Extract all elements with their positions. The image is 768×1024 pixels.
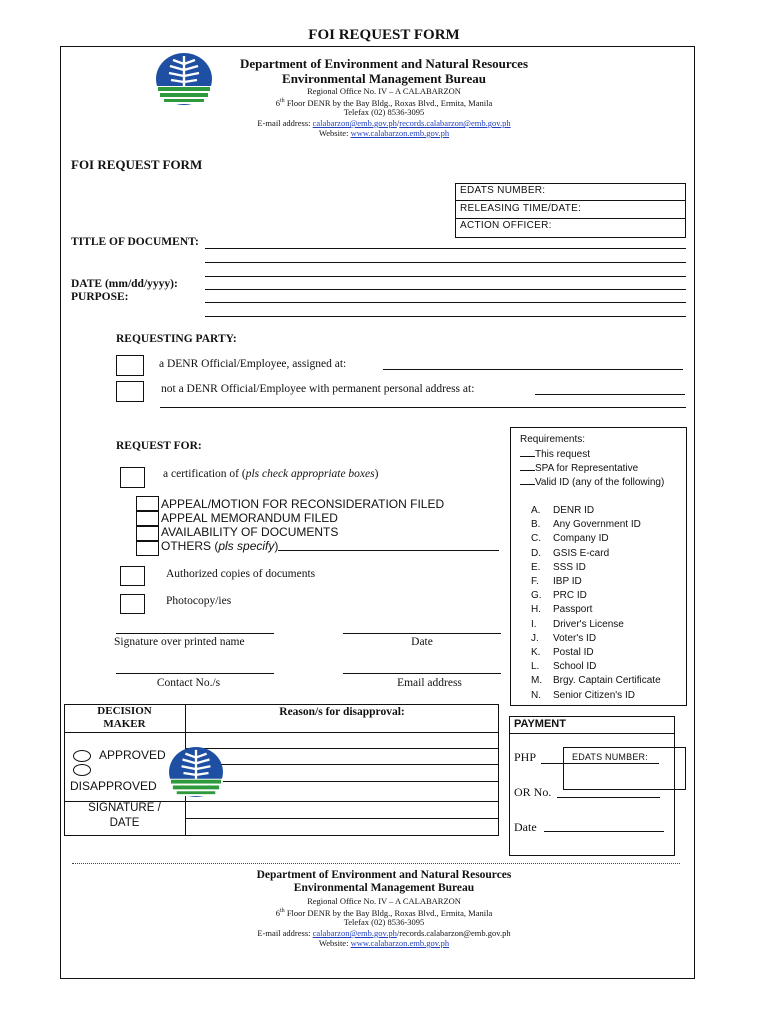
request-for-label: REQUEST FOR: [116, 440, 202, 452]
requirement-this-request: This request [520, 449, 590, 460]
purpose-field-2[interactable] [205, 316, 686, 317]
valid-id-letter: B. [531, 519, 541, 531]
valid-id-text: Company ID [553, 533, 609, 545]
certification-option: a certification of (pls check appropriate boxes) [163, 468, 379, 480]
header-bureau: Environmental Management Bureau [282, 71, 486, 86]
email-link-2[interactable]: records.calabarzon@emb.gov.ph [399, 118, 511, 128]
requesting-party-label: REQUESTING PARTY: [116, 333, 237, 345]
signature-field[interactable] [116, 633, 274, 634]
others-option: OTHERS (pls specify) [161, 539, 279, 553]
office-box-divider [455, 218, 686, 219]
reason-line-3[interactable] [185, 781, 499, 782]
availability-checkbox[interactable] [136, 526, 159, 541]
valid-id-text: Senior Citizen's ID [553, 689, 635, 701]
payment-date-label: Date [514, 820, 537, 834]
denr-logo-stamp [168, 746, 224, 798]
title-of-document-label: TITLE OF DOCUMENT: [71, 236, 199, 248]
valid-id-letter: H. [531, 604, 541, 616]
office-box-divider [455, 200, 686, 201]
appeal-motion-checkbox[interactable] [136, 496, 159, 511]
authorized-copies-option: Authorized copies of documents [166, 568, 316, 580]
payment-header-divider [509, 733, 675, 734]
appeal-memorandum-checkbox[interactable] [136, 511, 159, 526]
or-no-field[interactable] [557, 797, 660, 798]
payment-date-field[interactable] [544, 831, 664, 832]
appeal-memorandum-option: APPEAL MEMORANDUM FILED [161, 511, 338, 525]
reason-line-5[interactable] [185, 818, 499, 819]
reason-line-4[interactable] [185, 801, 499, 802]
title-of-document-field[interactable] [205, 248, 686, 249]
valid-id-text: GSIS E-card [553, 547, 610, 559]
payment-title: PAYMENT [514, 718, 566, 730]
address-field-2[interactable] [160, 407, 686, 408]
footer-email: E-mail address: calabarzon@emb.gov.ph/records.calabarzon@emb.gov.ph [257, 928, 511, 938]
photocopy-option: Photocopy/ies [166, 595, 232, 607]
denr-employee-option: a DENR Official/Employee, assigned at: [159, 358, 347, 370]
reason-label: Reason/s for disapproval: [279, 706, 405, 718]
date-signed-field[interactable] [343, 633, 501, 634]
reason-line-1[interactable] [185, 748, 499, 749]
header-email: E-mail address: calabarzon@emb.gov.ph/records.calabarzon@emb.gov.ph [257, 118, 511, 128]
valid-id-letter: L. [531, 661, 540, 673]
title-of-document-field-3[interactable] [205, 276, 686, 277]
header-dept: Department of Environment and Natural Resources [239, 56, 529, 71]
authorized-copies-checkbox[interactable] [120, 566, 145, 586]
email-address-label: Email address [397, 677, 462, 689]
releasing-label: RELEASING TIME/DATE: [460, 203, 582, 214]
valid-id-text: Voter's ID [553, 632, 597, 644]
valid-id-text: School ID [553, 661, 597, 673]
date-label: DATE (mm/dd/yyyy): [71, 278, 178, 290]
footer-website-link[interactable]: www.calabarzon.emb.gov.ph [350, 938, 450, 948]
approved-radio[interactable] [73, 750, 91, 762]
contact-label: Contact No./s [156, 677, 221, 689]
header-office: Regional Office No. IV – A CALABARZON [307, 86, 461, 96]
footer-bureau: Environmental Management Bureau [293, 882, 475, 894]
title-of-document-field-2[interactable] [205, 262, 686, 263]
footer-address: 6th Floor DENR by the Bay Bldg., Roxas Blvd., Ermita, Manila [275, 907, 493, 918]
valid-id-text: DENR ID [553, 505, 595, 516]
purpose-label: PURPOSE: [71, 291, 129, 303]
payment-edats-label: EDATS NUMBER: [572, 752, 648, 762]
valid-id-letter: I. [531, 618, 537, 630]
edats-number-label: EDATS NUMBER: [460, 185, 546, 196]
valid-id-text: IBP ID [553, 576, 582, 587]
header-website: Website: www.calabarzon.emb.gov.ph [318, 128, 450, 138]
valid-id-letter: A. [531, 505, 541, 516]
others-checkbox[interactable] [136, 541, 159, 556]
footer-website: Website: www.calabarzon.emb.gov.ph [318, 938, 450, 948]
non-denr-option: not a DENR Official/Employee with permanent personal address at: [161, 383, 475, 395]
non-denr-checkbox[interactable] [116, 381, 144, 402]
page-title: FOI REQUEST FORM [308, 27, 460, 43]
footer-telefax: Telefax (02) 8536-3095 [343, 917, 425, 927]
valid-id-text: Driver's License [553, 618, 624, 630]
header-telefax: Telefax (02) 8536-3095 [343, 107, 425, 117]
photocopy-checkbox[interactable] [120, 594, 145, 614]
footer-dept: Department of Environment and Natural Resources [256, 869, 512, 881]
requirements-title: Requirements: [520, 434, 586, 445]
valid-id-text: Any Government ID [553, 519, 641, 531]
signature-date-label: Date [411, 636, 433, 648]
purpose-field[interactable] [205, 302, 686, 303]
requirement-spa: SPA for Representative [520, 463, 638, 474]
valid-id-text: Postal ID [553, 647, 594, 658]
action-officer-label: ACTION OFFICER: [460, 220, 552, 231]
valid-id-text: PRC ID [553, 590, 587, 602]
disapproved-label: DISAPPROVED [70, 779, 157, 793]
cut-line [72, 863, 680, 864]
others-specify-field[interactable] [278, 550, 499, 551]
footer-email-link-1[interactable]: calabarzon@emb.gov.ph [312, 928, 397, 938]
address-field[interactable] [535, 394, 685, 395]
disapproved-radio[interactable] [73, 764, 91, 776]
valid-id-letter: C. [531, 533, 541, 545]
valid-id-letter: J. [531, 632, 539, 644]
valid-id-letter: K. [531, 647, 541, 658]
decision-signature-label: SIGNATURE / DATE [88, 802, 161, 829]
assigned-at-field[interactable] [383, 369, 683, 370]
valid-id-letter: G. [531, 590, 542, 602]
valid-id-letter: M. [531, 675, 543, 687]
header-address: 6th Floor DENR by the Bay Bldg., Roxas Blvd., Ermita, Manila [275, 97, 493, 108]
valid-id-text: Brgy. Captain Certificate [553, 675, 661, 687]
valid-id-letter: F. [531, 576, 539, 587]
email-link-1[interactable]: calabarzon@emb.gov.ph [312, 118, 397, 128]
approved-label: APPROVED [99, 748, 166, 762]
valid-id-letter: N. [531, 689, 541, 701]
denr-employee-checkbox[interactable] [116, 355, 144, 376]
decision-header-divider [64, 732, 499, 733]
appeal-motion-option: APPEAL/MOTION FOR RECONSIDERATION FILED [161, 497, 445, 511]
decision-maker-label: DECISION MAKER [97, 705, 152, 730]
footer-office: Regional Office No. IV – A CALABARZON [307, 896, 461, 906]
date-field[interactable] [205, 289, 686, 290]
requirement-valid-id: Valid ID (any of the following) [520, 477, 664, 488]
or-no-label: OR No. [514, 785, 552, 799]
website-link[interactable]: www.calabarzon.emb.gov.ph [350, 128, 450, 138]
signature-label: Signature over printed name [114, 636, 245, 648]
php-label: PHP [514, 750, 537, 764]
valid-id-text: Passport [553, 604, 593, 616]
form-title: FOI REQUEST FORM [71, 157, 203, 172]
reason-line-2[interactable] [185, 764, 499, 765]
valid-id-letter: E. [531, 561, 541, 573]
email-field[interactable] [343, 673, 501, 674]
contact-field[interactable] [116, 673, 274, 674]
valid-id-text: SSS ID [553, 561, 586, 573]
availability-option: AVAILABILITY OF DOCUMENTS [161, 525, 339, 539]
certification-checkbox[interactable] [120, 467, 145, 488]
valid-id-letter: D. [531, 547, 541, 559]
